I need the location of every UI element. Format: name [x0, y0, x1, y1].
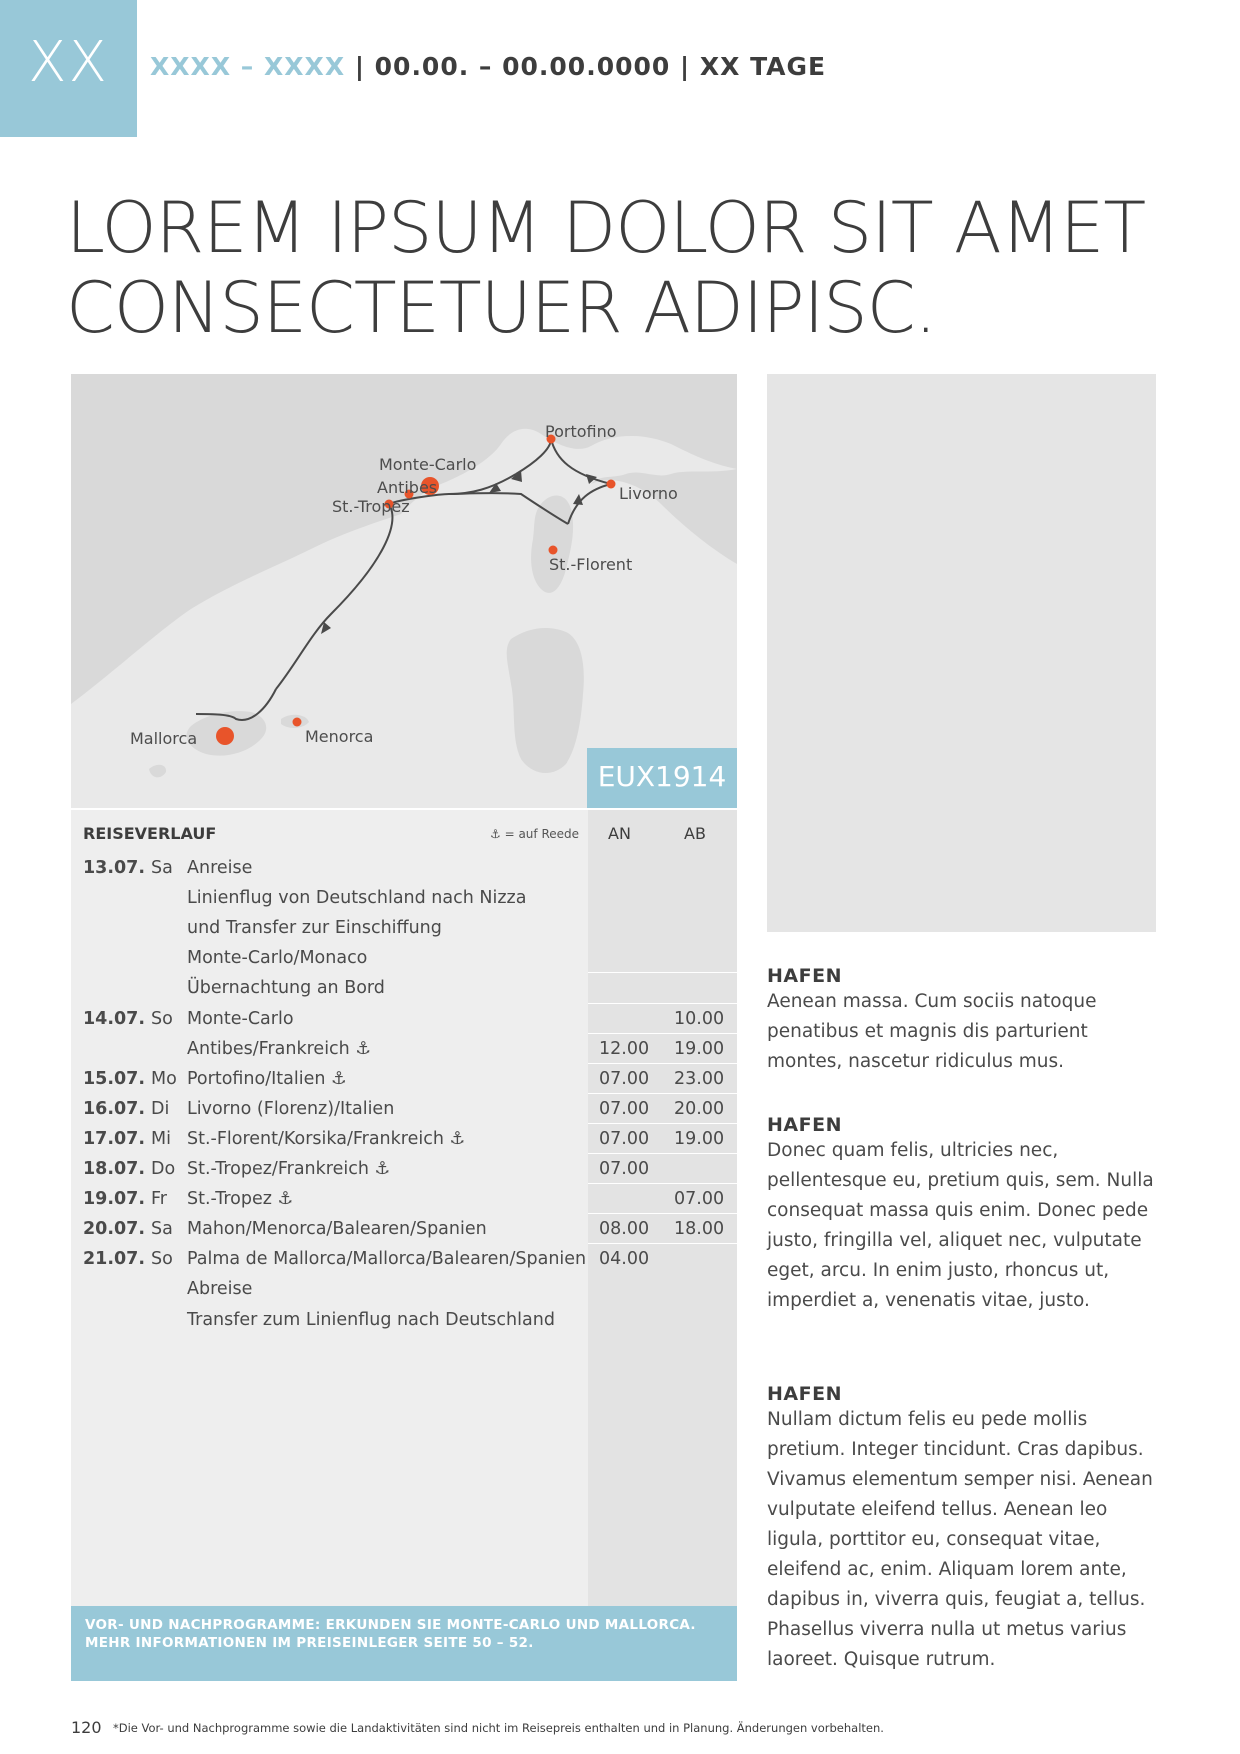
map-label-portofino: Portofino [545, 422, 617, 441]
time-row-divider [588, 1213, 737, 1214]
port-st-florent [549, 546, 558, 555]
time-row-divider [588, 1093, 737, 1094]
itinerary-description: St.-Florent/Korsika/Frankreich ⚓ [187, 1129, 466, 1149]
itinerary-departure: 18.00 [674, 1219, 725, 1239]
port-section-text: Nullam dictum felis eu pede mollis pretium. Integer tincidunt. Cras dapibus. Vivamus elementum semper nisi. Aenean vulputate eleifend tellus. Aenean leo ligula, porttitor eu, consequat vitae, eleifend ac, enim. Aliquam lorem ante, dapibus in, viverra quis, feugiat a, tellus. Phasellus viverra nulla ut metus varius laoreet. Quisque rutrum. [767, 1409, 1153, 1670]
port-section-3 [767, 1383, 1167, 1675]
route-map [71, 374, 737, 808]
land-corsica [531, 496, 573, 593]
itinerary-date: 13.07. [83, 858, 146, 878]
itinerary-description: Livorno (Florenz)/Italien [187, 1099, 395, 1119]
itinerary-description: St.-Tropez/Frankreich ⚓ [187, 1159, 391, 1179]
photo-placeholder [767, 374, 1156, 932]
itinerary-date: 16.07. [83, 1099, 146, 1119]
chapter-badge [0, 0, 137, 137]
port-section-1 [767, 965, 1167, 1077]
itinerary-date: 19.07. [83, 1189, 146, 1209]
trip-info-line [150, 52, 826, 81]
itinerary-description: Monte-Carlo/Monaco [187, 948, 368, 968]
itinerary-date: 18.07. [83, 1159, 146, 1179]
itinerary-description: Abreise [187, 1279, 253, 1299]
port-section-text: Aenean massa. Cum sociis natoque penatibus et magnis dis parturient montes, nascetur ridiculus mus. [767, 991, 1097, 1072]
map-label-monte-carlo: Monte-Carlo [379, 455, 477, 474]
itinerary-date: 20.07. [83, 1219, 146, 1239]
itinerary-arrival: 07.00 [599, 1099, 650, 1119]
itinerary-date: 15.07. [83, 1069, 146, 1089]
port-section-title: HAFEN [767, 1383, 842, 1405]
column-header-an: AN [608, 824, 631, 843]
itinerary-arrival: 04.00 [599, 1249, 650, 1269]
page-title-line-2: CONSECTETUER ADIPISC. [66, 267, 936, 349]
itinerary-day: Mo [151, 1069, 177, 1089]
time-row-divider [588, 1123, 737, 1124]
time-row-divider [588, 1183, 737, 1184]
itinerary-description: Anreise [187, 858, 253, 878]
map-label-mallorca: Mallorca [130, 729, 198, 748]
itinerary-row [71, 1034, 737, 1064]
itinerary-description: Transfer zum Linienflug nach Deutschland [187, 1310, 555, 1330]
itinerary-row [71, 943, 737, 973]
itinerary-arrival: 07.00 [599, 1069, 650, 1089]
itinerary-description: Übernachtung an Bord [187, 978, 385, 998]
port-section-title: HAFEN [767, 965, 842, 987]
route-label: XXXX – XXXX [150, 52, 346, 81]
map-label-antibes: Antibes [377, 478, 438, 497]
itinerary-arrival: 07.00 [599, 1159, 650, 1179]
itinerary-day: So [151, 1009, 173, 1029]
map-label-menorca: Menorca [305, 727, 374, 746]
port-livorno [607, 480, 616, 489]
itinerary-date: 21.07. [83, 1249, 146, 1269]
trip-code-label: EUX1914 [597, 760, 727, 793]
itinerary-arrival: 12.00 [599, 1039, 650, 1059]
itinerary-date: 17.07. [83, 1129, 146, 1149]
itinerary-day: Do [151, 1159, 176, 1179]
itinerary-heading: REISEVERLAUF [83, 824, 217, 843]
itinerary-description: Monte-Carlo [187, 1009, 294, 1029]
pre-post-program-note [71, 1606, 737, 1681]
time-row-divider [588, 1003, 737, 1004]
itinerary-row [71, 1094, 737, 1124]
itinerary-row [71, 1274, 737, 1304]
land-mainland [71, 374, 737, 704]
map-label-st-tropez: St.-Tropez [332, 497, 410, 516]
itinerary-day: Sa [151, 858, 173, 878]
itinerary-day: Fr [151, 1189, 167, 1209]
itinerary-row [71, 1305, 737, 1335]
dates-label: | 00.00. – 00.00.0000 | XX TAGE [345, 52, 827, 81]
map-label-livorno: Livorno [619, 484, 678, 503]
anchor-legend: ⚓ = auf Reede [490, 827, 580, 841]
map-label-st-florent: St.-Florent [549, 555, 633, 574]
port-mallorca [216, 727, 234, 745]
trip-code-badge [587, 748, 737, 808]
disclaimer: *Die Vor- und Nachprogramme sowie die Landaktivitäten sind nicht im Reisepreis enthalten und in Planung. Änderungen vorbehalten. [113, 1721, 884, 1735]
itinerary-row [71, 1214, 737, 1244]
column-header-ab: AB [684, 824, 706, 843]
itinerary-row [71, 853, 737, 883]
time-row-divider [588, 1063, 737, 1064]
time-row-divider [588, 1033, 737, 1034]
itinerary-row [71, 1064, 737, 1094]
itinerary-date: 14.07. [83, 1009, 146, 1029]
land-ibiza [149, 765, 166, 778]
time-row-divider [588, 972, 737, 973]
itinerary-day: Mi [151, 1129, 171, 1149]
itinerary-row [71, 913, 737, 943]
itinerary-departure: 20.00 [674, 1099, 725, 1119]
time-row-divider [588, 1153, 737, 1154]
itinerary-departure: 19.00 [674, 1039, 725, 1059]
itinerary-day: So [151, 1249, 173, 1269]
itinerary-arrival: 07.00 [599, 1129, 650, 1149]
port-menorca [293, 718, 302, 727]
itinerary-description: St.-Tropez ⚓ [187, 1189, 294, 1209]
land-sardinia [507, 628, 584, 773]
itinerary-row [71, 883, 737, 913]
itinerary-description: und Transfer zur Einschiffung [187, 918, 442, 938]
itinerary-description: Portofino/Italien ⚓ [187, 1069, 347, 1089]
itinerary-day: Sa [151, 1219, 173, 1239]
page-title-line-1: LOREM IPSUM DOLOR SIT AMET [66, 187, 1146, 269]
itinerary-description: Palma de Mallorca/Mallorca/Balearen/Spanien [187, 1249, 587, 1269]
port-section-2 [767, 1114, 1167, 1316]
port-section-title: HAFEN [767, 1114, 842, 1136]
arrow-4 [489, 483, 501, 493]
itinerary-departure: 07.00 [674, 1189, 725, 1209]
itinerary-row [71, 1124, 737, 1154]
port-section-text: Donec quam felis, ultricies nec, pellentesque eu, pretium quis, sem. Nulla consequat massa quis enim. Donec pede justo, fringilla vel, aliquet nec, vulputate eget, arcu. In enim justo, rhoncus ut, imperdiet a, venenatis vitae, justo. [767, 1140, 1154, 1311]
itinerary-description: Antibes/Frankreich ⚓ [187, 1039, 372, 1059]
itinerary-day: Di [151, 1099, 170, 1119]
pre-post-program-text: VOR- UND NACHPROGRAMME: ERKUNDEN SIE MONTE-CARLO UND MALLORCA. MEHR INFORMATIONEN IM PREISEINLEGER SEITE 50 – 52. [85, 1617, 696, 1651]
itinerary-description: Mahon/Menorca/Balearen/Spanien [187, 1219, 487, 1239]
chapter-badge-label: XX [28, 30, 109, 95]
page-number: 120 [71, 1718, 102, 1737]
itinerary-row [71, 1004, 737, 1034]
itinerary-departure: 23.00 [674, 1069, 725, 1089]
itinerary-row [71, 973, 737, 1003]
itinerary-row [71, 1154, 737, 1184]
itinerary-description: Linienflug von Deutschland nach Nizza [187, 888, 527, 908]
itinerary-arrival: 08.00 [599, 1219, 650, 1239]
itinerary-departure: 10.00 [674, 1009, 725, 1029]
itinerary-departure: 19.00 [674, 1129, 725, 1149]
itinerary-row [71, 1244, 737, 1274]
page-title [66, 188, 1145, 348]
time-row-divider [588, 1243, 737, 1244]
itinerary-row [71, 1184, 737, 1214]
